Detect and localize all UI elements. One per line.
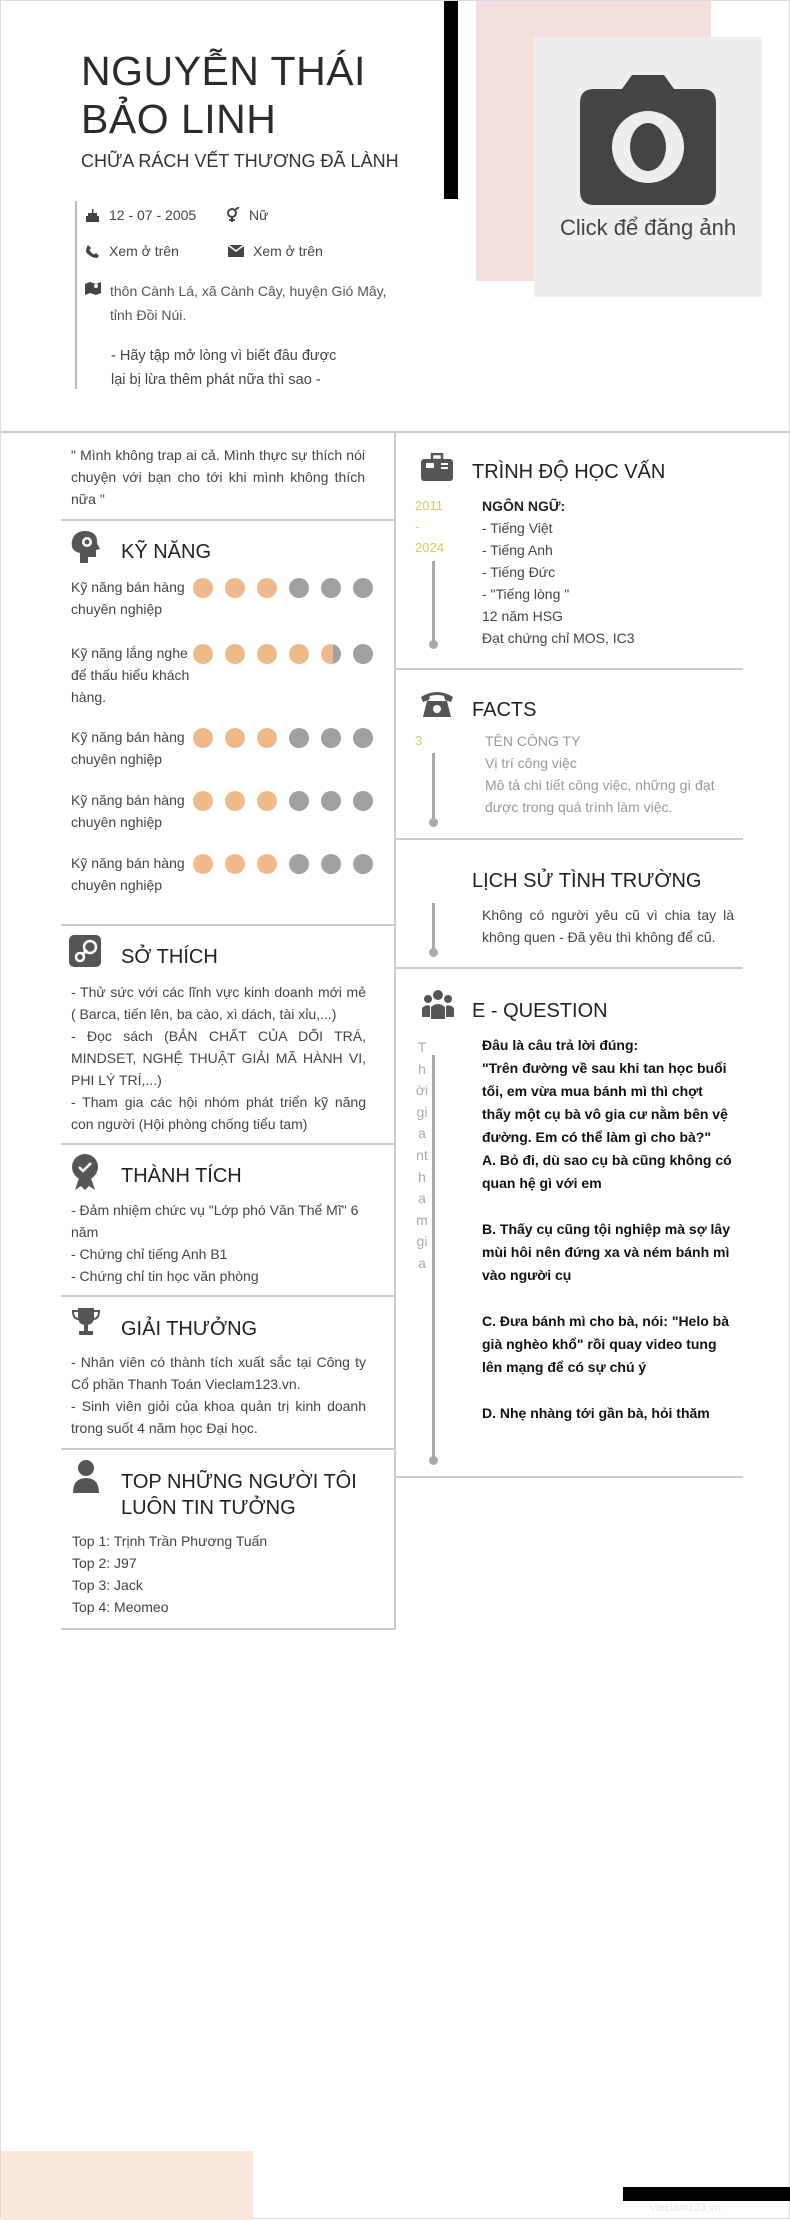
skill-dot [353, 791, 373, 811]
group-icon [421, 989, 455, 1019]
job-subtitle: CHỮA RÁCH VẾT THƯƠNG ĐÃ LÀNH [81, 151, 399, 171]
edu-year-sep: - [415, 519, 420, 534]
edu-line: - Tiếng Đức [482, 564, 556, 580]
skill-dot [225, 728, 245, 748]
question-text: Đâu là câu trả lời đúng: "Trên đường về sau khi tan học buổi tối, em vừa mua bánh mì thì chợt thấy một cụ bà vô gia cư nằm bên vệ đường. Em có thể làm gì cho bà?" A. Bỏ đi, dù sao cụ bà cũng không có quan hệ gì với em B. Thấy cụ cũng tội nghiệp mà sợ lây mùi hôi nên đứng xa và ném bánh mì vào người cụ C. Đưa bánh mì cho bà, nói: "Helo bà già nghèo khổ" rồi quay video tung lên mạng để có sự chú ý D. Nhẹ nhàng tới gần bà, hỏi thăm [482, 1037, 732, 1421]
divider [396, 967, 743, 969]
decor-footer-bar [623, 2187, 790, 2201]
trophy-icon [71, 1307, 101, 1337]
facts-timeline [432, 753, 435, 823]
phone[interactable]: Xem ở trên [109, 243, 179, 259]
column-divider [394, 431, 396, 1629]
skill-rating [193, 578, 373, 598]
skill-dot [193, 578, 213, 598]
edu-year-end: 2024 [415, 540, 444, 555]
full-name: NGUYỄN THÁI BẢO LINH [81, 48, 366, 142]
map-icon [85, 281, 101, 296]
gender-row [226, 207, 268, 223]
skill-dot [353, 578, 373, 598]
top-item: Top 3: Jack [72, 1577, 143, 1593]
divider [396, 838, 743, 840]
gender-icon [226, 207, 240, 223]
skill-dot [225, 854, 245, 874]
photo-caption: Click để đăng ảnh [559, 215, 737, 240]
cake-icon [85, 208, 100, 223]
info-divider [75, 201, 77, 389]
skill-dot [353, 728, 373, 748]
motto: - Hãy tập mở lòng vì biết đâu được lại bị lừa thêm phát nữa thì sao - [111, 348, 337, 388]
divider [61, 924, 395, 926]
skill-dot [289, 728, 309, 748]
skill-dot [257, 854, 277, 874]
edu-line: - "Tiếng lòng " [482, 586, 570, 602]
phone-row [85, 243, 179, 259]
mail-icon [228, 245, 244, 257]
facts-year: 3 [415, 733, 423, 748]
skill-dot [225, 791, 245, 811]
edu-line: 12 năm HSG [482, 608, 563, 624]
skill-rating [193, 728, 373, 748]
watermark: Vieclam123.vn [649, 2202, 721, 2214]
question-timeline [432, 1055, 435, 1461]
facts-desc: Mô tả chi tiết công việc, những gì đạt được trong quá trình làm việc. [485, 777, 715, 815]
skill-dot [257, 578, 277, 598]
badge-icon [71, 1154, 99, 1190]
email[interactable]: Xem ở trên [253, 243, 323, 259]
skill-label: Kỹ năng bán hàng chuyên nghiệp [71, 729, 185, 767]
awards-text: - Nhân viên có thành tích xuất sắc tại Công ty Cổ phần Thanh Toán Vieclam123.vn. - Sinh viên giỏi của khoa quản trị kinh doanh trong suốt 4 năm học Đại học. [71, 1354, 366, 1436]
edu-year-start: 2011 [415, 498, 443, 513]
telephone-icon [421, 689, 453, 717]
quote: " Mình không trap ai cả. Mình thực sự thích nói chuyện với bạn cho tới khi mình không thích nữa " [71, 447, 365, 507]
divider [61, 1143, 395, 1145]
skill-label: Kỹ năng bán hàng chuyên nghiệp [71, 579, 185, 617]
skill-dot [321, 578, 341, 598]
skill-rating [193, 791, 373, 811]
divider [396, 668, 743, 670]
divider [396, 1476, 743, 1478]
facts-title: FACTS [472, 699, 537, 721]
skill-rating [193, 854, 373, 874]
hobbies-text: - Thử sức với các lĩnh vực kinh doanh mới mẻ ( Barca, tiến lên, ba cào, xì dách, tài xỉu,...) - Đọc sách (BẢN CHẤT CỦA DỐI TRÁ, MINDSET, NGHỆ THUẬT GIẢI MÃ HÀNH VI, PHI LÝ TRÍ,...) - Tham gia các hội nhóm phát triển kỹ năng con người (Hội phòng chống tiểu tam) [71, 984, 366, 1132]
divider [61, 1295, 395, 1297]
birthday: 12 - 07 - 2005 [109, 207, 197, 223]
skill-dot [225, 578, 245, 598]
decor-footer-pink [1, 2151, 253, 2220]
gender: Nữ [249, 207, 269, 223]
love-timeline [432, 903, 435, 953]
skills-title: KỸ NĂNG [121, 541, 212, 563]
education-title: TRÌNH ĐỘ HỌC VẤN [472, 461, 666, 483]
steam-icon [69, 935, 101, 967]
question-vertical-label: Thờigianthamgia [415, 1039, 429, 1271]
skill-dot [193, 644, 213, 664]
edu-head: NGÔN NGỮ: [482, 498, 566, 514]
edu-line: - Tiếng Anh [482, 542, 553, 558]
top-item: Top 4: Meomeo [72, 1599, 169, 1615]
decor-black-bar [444, 1, 458, 199]
divider [61, 1448, 395, 1450]
skill-dot [289, 644, 309, 664]
skill-dot [321, 644, 341, 664]
skill-label: Kỹ năng bán hàng chuyên nghiệp [71, 855, 185, 893]
love-text: Không có người yêu cũ vì chia tay là không quen - Đã yêu thì không để cũ. [482, 907, 734, 945]
birthday-row [85, 207, 196, 223]
skill-dot [321, 854, 341, 874]
skill-dot [257, 791, 277, 811]
skill-dot [193, 728, 213, 748]
skill-dot [289, 854, 309, 874]
achievements-text: - Đảm nhiệm chức vụ "Lớp phó Văn Thể Mĩ" 6 năm - Chứng chỉ tiếng Anh B1 - Chứng chỉ tin học văn phòng [71, 1202, 359, 1284]
top-item: Top 2: J97 [72, 1555, 137, 1571]
skill-dot [321, 728, 341, 748]
person-icon [71, 1459, 101, 1493]
edu-timeline [432, 561, 435, 645]
skill-dot [321, 791, 341, 811]
address-row [85, 279, 395, 327]
facts-company: TÊN CÔNG TY [485, 733, 581, 749]
edu-line: - Tiếng Việt [482, 520, 553, 536]
achievements-title: THÀNH TÍCH [121, 1165, 242, 1187]
skill-dot [353, 854, 373, 874]
skill-dot [289, 578, 309, 598]
skill-dot [289, 791, 309, 811]
facts-position: Vị trí công việc [485, 755, 577, 771]
skill-dot [257, 644, 277, 664]
skill-dot [193, 791, 213, 811]
divider [61, 1628, 395, 1630]
love-title: LỊCH SỬ TÌNH TRƯỜNG [472, 870, 702, 892]
photo-upload[interactable] [534, 37, 762, 297]
edu-line: Đạt chứng chỉ MOS, IC3 [482, 630, 635, 646]
skill-dot [257, 728, 277, 748]
address: thôn Cành Lá, xã Cành Cây, huyện Gió Mây, tỉnh Đồi Núi. [110, 283, 387, 323]
skill-label: Kỹ năng bán hàng chuyên nghiệp [71, 792, 185, 830]
top-title: TOP NHỮNG NGƯỜI TÔI LUÔN TIN TƯỞNG [121, 1471, 357, 1519]
divider [61, 519, 395, 521]
skill-rating [193, 644, 373, 664]
phone-icon [85, 244, 100, 259]
camera-icon [580, 75, 716, 205]
hobbies-title: SỞ THÍCH [121, 946, 218, 968]
head-gear-icon [66, 529, 104, 563]
question-title: E - QUESTION [472, 1000, 608, 1022]
top-item: Top 1: Trịnh Trần Phương Tuấn [72, 1533, 268, 1549]
skill-label: Kỹ năng lắng nghe để thấu hiểu khách hàng. [71, 645, 190, 705]
skill-dot [353, 644, 373, 664]
awards-title: GIẢI THƯỞNG [121, 1318, 258, 1340]
skill-dot [225, 644, 245, 664]
briefcase-icon [421, 453, 453, 481]
skill-dot [193, 854, 213, 874]
email-row [228, 243, 323, 259]
